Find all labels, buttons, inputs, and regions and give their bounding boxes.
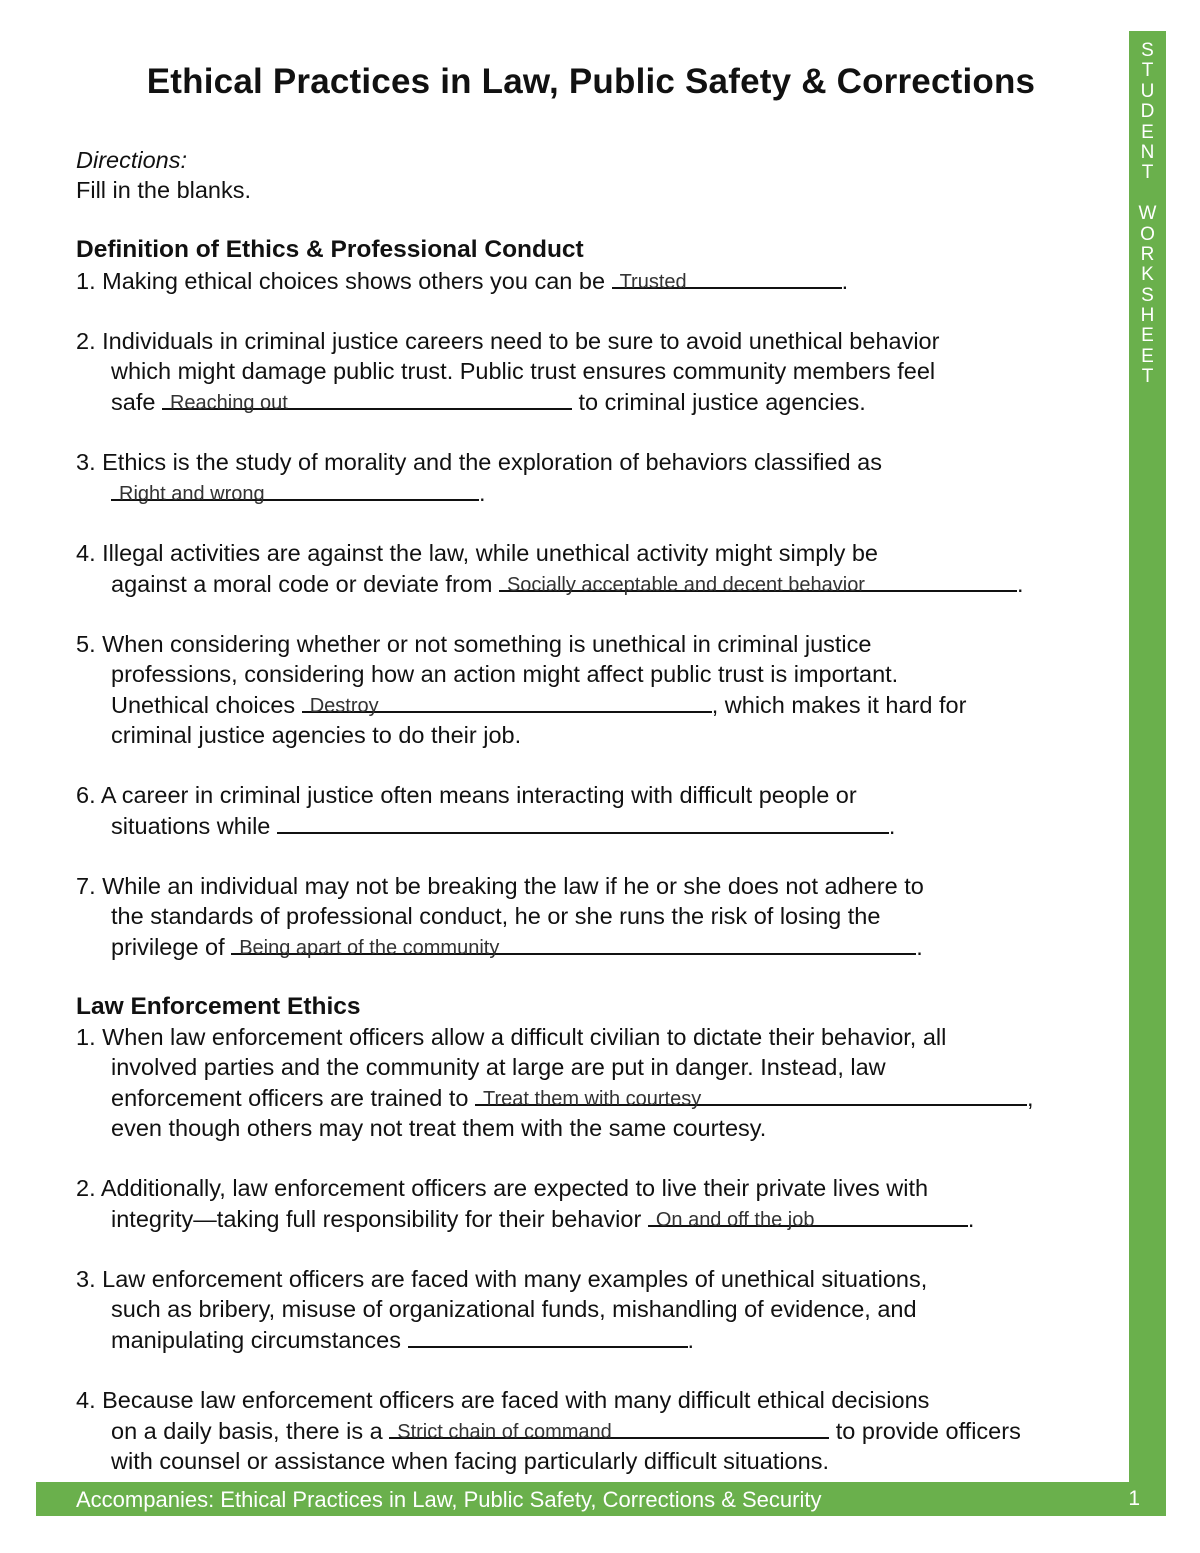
sidebar-letters xyxy=(1129,41,1166,388)
answer-text: Trusted xyxy=(619,271,687,293)
answer-text: Socially acceptable and decent behavior xyxy=(506,574,865,596)
sidebar-letter: O xyxy=(1140,223,1155,245)
footer-bar xyxy=(36,1482,1166,1516)
sidebar-letter: K xyxy=(1141,264,1154,286)
answer-text: Reaching out xyxy=(169,392,288,414)
answer-text: On and off the job xyxy=(655,1209,815,1231)
directions-text: Fill in the blanks. xyxy=(76,177,252,203)
answer-blank[interactable] xyxy=(475,1082,1027,1110)
section-heading-ethics: Definition of Ethics & Professional Conduct xyxy=(76,236,584,263)
sidebar-letter: T xyxy=(1141,60,1154,82)
page-number: 1 xyxy=(1128,1487,1140,1510)
question-2-2: 2. Additionally, law enforcement officers are expected to live their private lives with integrity—taking full responsibility for their behavior On and off the job . xyxy=(76,1175,975,1232)
sidebar-letter: T xyxy=(1141,366,1154,388)
answer-blank[interactable] xyxy=(162,386,572,414)
sidebar-letter: H xyxy=(1140,305,1155,327)
answer-blank[interactable] xyxy=(612,265,842,293)
footer-text: Accompanies: Ethical Practices in Law, Public Safety, Corrections & Security xyxy=(76,1487,822,1512)
question-1-4: 4. Illegal activities are against the law, while unethical activity might simply be against a moral code or deviate from Socially acceptable and decent behavior . xyxy=(76,540,1024,597)
directions-label: Directions: xyxy=(76,147,188,173)
question-1-6: 6. A career in criminal justice often means interacting with difficult people or situations while . xyxy=(76,782,896,839)
sidebar-letter: T xyxy=(1141,162,1154,184)
question-2-1: 1. When law enforcement officers allow a difficult civilian to dictate their behavior, all involved parties and the community at large are put in danger. Instead, law enforcement officers are trained to Treat them with courtesy , even though others may not treat them with the same courtesy. xyxy=(76,1024,1034,1141)
student-worksheet-sidebar xyxy=(1129,31,1166,1516)
question-2-4: 4. Because law enforcement officers are faced with many difficult ethical decisions on a daily basis, there is a Strict chain of command to provide officers with counsel or assistance when facing particularly difficult situations. xyxy=(76,1387,1021,1474)
question-1-1: 1. Making ethical choices shows others you can be Trusted . xyxy=(76,265,1116,296)
answer-text: Treat them with courtesy xyxy=(483,1088,702,1110)
answer-text: Right and wrong xyxy=(119,483,265,505)
sidebar-letter: E xyxy=(1141,325,1154,347)
answer-text: Being apart of the community xyxy=(239,937,500,959)
answer-blank[interactable] xyxy=(389,1415,829,1443)
answer-blank[interactable] xyxy=(111,477,479,505)
worksheet-content xyxy=(76,145,1116,1476)
section-heading-law-enforcement: Law Enforcement Ethics xyxy=(76,993,361,1020)
sidebar-letter: U xyxy=(1140,80,1155,102)
question-1-5: 5. When considering whether or not something is unethical in criminal justice professions, considering how an action might affect public trust is important. Unethical choices Destroy , which makes it hard for criminal justice agencies to do their job. xyxy=(76,631,967,748)
sidebar-letter: S xyxy=(1141,40,1154,61)
answer-blank[interactable] xyxy=(231,931,916,959)
sidebar-letter xyxy=(1129,184,1166,204)
answer-blank[interactable] xyxy=(277,810,889,834)
answer-blank[interactable] xyxy=(499,568,1017,596)
sidebar-letter: N xyxy=(1140,141,1155,163)
sidebar-letter: E xyxy=(1141,345,1154,367)
question-2-3: 3. Law enforcement officers are faced with many examples of unethical situations, such as bribery, misuse of organizational funds, mishandling of evidence, and manipulating circumstances . xyxy=(76,1266,928,1353)
sidebar-letter: E xyxy=(1141,121,1154,143)
question-1-3: 3. Ethics is the study of morality and the exploration of behaviors classified as Right and wrong . xyxy=(76,449,882,506)
sidebar-letter: R xyxy=(1140,243,1155,265)
answer-text: Strict chain of command xyxy=(397,1421,612,1443)
answer-blank[interactable] xyxy=(302,689,712,717)
question-1-7: 7. While an individual may not be breaking the law if he or she does not adhere to the standards of professional conduct, he or she runs the risk of losing the privilege of Being apart of the community . xyxy=(76,873,924,960)
sidebar-letter: W xyxy=(1138,203,1157,225)
answer-blank[interactable] xyxy=(408,1324,688,1348)
sidebar-letter: D xyxy=(1140,101,1155,123)
sidebar-letter: S xyxy=(1141,284,1154,306)
answer-blank[interactable] xyxy=(648,1203,968,1231)
page-title: Ethical Practices in Law, Public Safety & Corrections xyxy=(146,62,1036,101)
answer-text: Destroy xyxy=(309,695,379,717)
question-1-2: 2. Individuals in criminal justice careers need to be sure to avoid unethical behavior which might damage public trust. Public trust ensures community members feel safe Reaching out to criminal justice agencies. xyxy=(76,328,940,415)
